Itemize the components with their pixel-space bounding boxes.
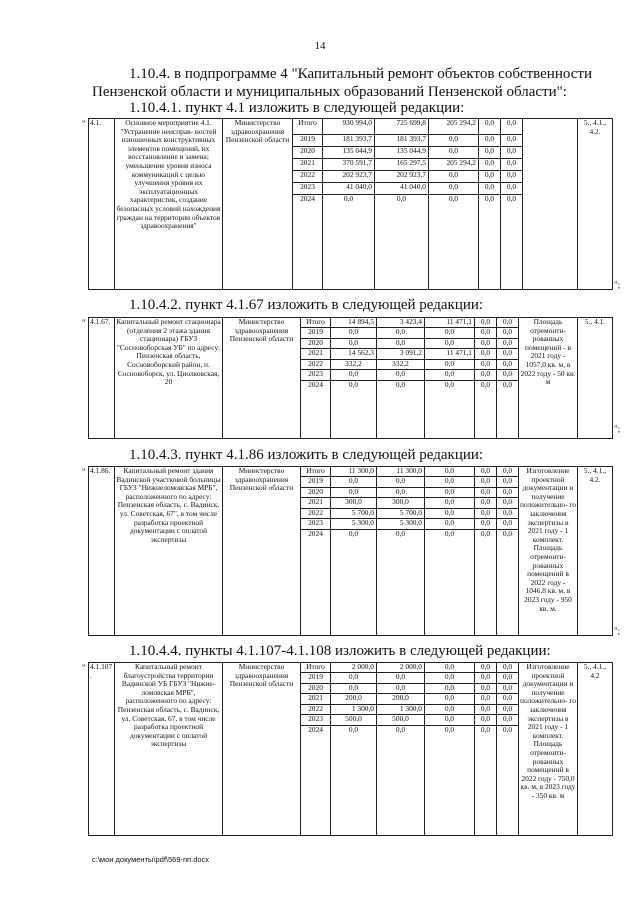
table-item-4-1-67 <box>88 317 613 439</box>
amount-federal: 0,0 <box>425 530 475 636</box>
amount-regional: 0,0 <box>377 370 425 381</box>
amount-other: 0,0 <box>501 119 523 135</box>
amount-regional: 3 423,4 <box>377 318 425 328</box>
year-cell: 2024 <box>301 381 331 439</box>
amount-federal: 0,0 <box>429 135 479 147</box>
amount-local: 0,0 <box>475 370 497 381</box>
amount-total: 200,0 <box>331 694 377 705</box>
amount-total: 202 923,7 <box>323 171 375 183</box>
amount-federal: 0,0 <box>429 183 479 195</box>
amount-total: 0,0 <box>331 328 377 339</box>
amount-local: 0,0 <box>475 318 497 328</box>
amount-local: 0,0 <box>475 359 497 370</box>
amount-local: 0,0 <box>475 663 497 673</box>
amount-other: 0,0 <box>497 328 519 339</box>
row-number: 4.1. <box>89 119 115 290</box>
amount-total: 14 562,3 <box>331 349 377 360</box>
amount-total: 0,0 <box>323 195 375 290</box>
amount-regional: 0,0 <box>377 328 425 339</box>
year-cell: 2024 <box>301 530 331 636</box>
expected-result: Изготовление проектной документации и получение положительно- го заключения экспертизы в 2021 году - 1 комплект. Площадь отремонти- рованных помещений в 2022 году - 1046,8 кв. м, в 2023 году - 950 кв. м. <box>519 467 578 636</box>
amount-federal: 0,0 <box>425 477 475 488</box>
year-cell: 2024 <box>293 195 323 290</box>
year-cell: 2019 <box>301 477 331 488</box>
heading-items-4-1-107-108: 1.10.4.4. пункты 4.1.107-4.1.108 изложить в следующей редакции: <box>129 643 551 659</box>
heading-item-4-1-86: 1.10.4.3. пункт 4.1.86 изложить в следующей редакции: <box>129 447 484 463</box>
amount-regional: 0,0 <box>377 726 425 836</box>
amount-federal: 0,0 <box>425 381 475 439</box>
amount-regional: 1 300,0 <box>377 704 425 715</box>
row-number: 4.1.107 . <box>89 663 115 836</box>
year-cell: 2021 <box>301 349 331 360</box>
amount-regional: 0,0 <box>377 530 425 636</box>
quote-open: " <box>82 318 86 328</box>
heading-subprogram-line1: 1.10.4. в подпрограмме 4 "Капитальный ремонт объектов собственности <box>129 66 592 82</box>
amount-federal: 0,0 <box>429 147 479 159</box>
year-cell: Итого <box>301 467 331 477</box>
year-cell: 2023 <box>301 370 331 381</box>
amount-other: 0,0 <box>497 715 519 726</box>
amount-total: 0,0 <box>331 673 377 684</box>
amount-regional: 0,0 <box>377 487 425 498</box>
heading-item-4-1-67: 1.10.4.2. пункт 4.1.67 изложить в следующей редакции: <box>129 297 484 313</box>
amount-federal: 205 294,2 <box>429 159 479 171</box>
indicator-link: 5., 4.1., 4.2 <box>578 663 613 836</box>
amount-local: 0,0 <box>479 183 501 195</box>
amount-regional: 0,0 <box>375 195 429 290</box>
measure-description: Капитальный ремонт благоустройства территории Вадинской УБ ГБУЗ "Нижне- ломовская МРБ", расположенного по адресу: Пензенская область, с. Вадинск, ул. Советская, 67, в том числе разработка проектной документации с оплатой экспертизы <box>115 663 223 836</box>
amount-other: 0,0 <box>497 694 519 705</box>
amount-other: 0,0 <box>497 381 519 439</box>
amount-local: 0,0 <box>479 171 501 183</box>
amount-other: 0,0 <box>497 519 519 530</box>
year-cell: Итого <box>301 663 331 673</box>
amount-total: 0,0 <box>331 726 377 836</box>
amount-federal: 0,0 <box>425 338 475 349</box>
year-cell: Итого <box>301 318 331 328</box>
amount-total: 500,0 <box>331 715 377 726</box>
amount-total: 930 994,0 <box>323 119 375 135</box>
year-cell: 2024 <box>301 726 331 836</box>
amount-federal: 11 471,1 <box>425 318 475 328</box>
amount-local: 0,0 <box>475 349 497 360</box>
year-cell: 2023 <box>301 519 331 530</box>
executor: Министерство здравоохранения Пензенской области <box>223 467 301 636</box>
amount-regional: 332,2 <box>377 359 425 370</box>
amount-regional: 5 300,0 <box>377 519 425 530</box>
amount-local: 0,0 <box>475 715 497 726</box>
amount-regional: 202 923,7 <box>375 171 429 183</box>
amount-local: 0,0 <box>475 530 497 636</box>
amount-other: 0,0 <box>497 683 519 694</box>
amount-federal: 0,0 <box>425 519 475 530</box>
amount-federal: 0,0 <box>425 673 475 684</box>
year-cell: 2022 <box>301 704 331 715</box>
amount-federal: 0,0 <box>425 359 475 370</box>
year-cell: 2023 <box>293 183 323 195</box>
amount-total: 0,0 <box>331 487 377 498</box>
year-cell: 2019 <box>293 135 323 147</box>
expected-result <box>523 119 578 290</box>
amount-federal: 0,0 <box>429 195 479 290</box>
year-cell: 2020 <box>301 487 331 498</box>
amount-local: 0,0 <box>475 381 497 439</box>
year-cell: 2020 <box>293 147 323 159</box>
heading-subprogram-line2: Пензенской области и муниципальных образований Пензенской области": <box>92 84 567 100</box>
amount-other: 0,0 <box>497 726 519 836</box>
indicator-link: 5., 4.1. <box>578 318 613 439</box>
amount-other: 0,0 <box>497 530 519 636</box>
amount-other: 0,0 <box>497 359 519 370</box>
amount-local: 0,0 <box>475 467 497 477</box>
amount-federal: 0,0 <box>425 328 475 339</box>
year-cell: 2023 <box>301 715 331 726</box>
measure-description: Капитальный ремонт здания Вадинской участковой больницы ГБУЗ "Нижнеломовская МРБ", расположенного по адресу: Пензенская область, с. Вадинск, ул. Советская, 67", в том числе разработка проектной документации с оплатой экспертизы <box>115 467 223 636</box>
amount-local: 0,0 <box>475 508 497 519</box>
measure-description: Капитальный ремонт стационара (отделения 2 этажа здания стационара) ГБУЗ "Сосновоборская УБ" по адресу: Пензенская область, Сосновоборский район, п. Сосновоборск, ул. Циолковская, 20 <box>115 318 223 439</box>
amount-regional: 0,0 <box>377 683 425 694</box>
amount-local: 0,0 <box>475 704 497 715</box>
table-item-4-1-107 <box>88 662 613 836</box>
executor: Министерство здравоохранения Пензенской области <box>223 119 293 290</box>
year-cell: 2019 <box>301 328 331 339</box>
year-cell: 2020 <box>301 338 331 349</box>
amount-federal: 0,0 <box>425 370 475 381</box>
amount-other: 0,0 <box>497 498 519 509</box>
executor: Министерство здравоохранения Пензенской области <box>223 318 301 439</box>
amount-regional: 5 700,0 <box>377 508 425 519</box>
amount-federal: 0,0 <box>429 171 479 183</box>
amount-other: 0,0 <box>501 171 523 183</box>
amount-regional: 135 044,9 <box>375 147 429 159</box>
year-cell: 2022 <box>301 508 331 519</box>
year-cell: 2019 <box>301 673 331 684</box>
amount-local: 0,0 <box>479 195 501 290</box>
year-cell: 2021 <box>301 498 331 509</box>
amount-federal: 0,0 <box>425 694 475 705</box>
amount-regional: 11 300,0 <box>377 467 425 477</box>
year-cell: 2021 <box>301 694 331 705</box>
amount-total: 332,2 <box>331 359 377 370</box>
amount-other: 0,0 <box>497 318 519 328</box>
amount-other: 0,0 <box>497 487 519 498</box>
indicator-link: 5., 4.1., 4.2. <box>578 119 613 290</box>
quote-open: " <box>82 663 86 673</box>
amount-total: 181 393,7 <box>323 135 375 147</box>
amount-regional: 181 393,7 <box>375 135 429 147</box>
amount-other: 0,0 <box>497 338 519 349</box>
amount-federal: 0,0 <box>425 715 475 726</box>
amount-total: 0,0 <box>331 683 377 694</box>
amount-regional: 500,0 <box>377 715 425 726</box>
amount-other: 0,0 <box>501 135 523 147</box>
amount-total: 2 000,0 <box>331 663 377 673</box>
row-number: 4.1.67. <box>89 318 115 439</box>
amount-local: 0,0 <box>479 147 501 159</box>
row-number: 4.1.86. <box>89 467 115 636</box>
amount-local: 0,0 <box>475 498 497 509</box>
amount-total: 135 044,9 <box>323 147 375 159</box>
amount-other: 0,0 <box>497 370 519 381</box>
table-item-4-1-86 <box>88 466 613 636</box>
year-cell: Итого <box>293 119 323 135</box>
amount-federal: 0,0 <box>425 487 475 498</box>
amount-other: 0,0 <box>497 508 519 519</box>
amount-total: 300,0 <box>331 498 377 509</box>
amount-local: 0,0 <box>479 159 501 171</box>
page-number: 14 <box>314 40 326 52</box>
amount-total: 0,0 <box>331 381 377 439</box>
amount-regional: 300,0 <box>377 498 425 509</box>
amount-total: 0,0 <box>331 338 377 349</box>
executor: Министерство здравоохранения Пензенской области <box>223 663 301 836</box>
amount-other: 0,0 <box>497 673 519 684</box>
amount-regional: 165 297,5 <box>375 159 429 171</box>
amount-other: 0,0 <box>497 663 519 673</box>
amount-total: 11 300,0 <box>331 467 377 477</box>
amount-regional: 41 040,0 <box>375 183 429 195</box>
expected-result: Площадь отремонти- рованных помещений - в 2021 году - 1057,0 кв. м, в 2022 году - 50 кв. м <box>519 318 578 439</box>
amount-regional: 0,0 <box>377 477 425 488</box>
indicator-link: 5., 4.1., 4.2. <box>578 467 613 636</box>
amount-other: 0,0 <box>501 147 523 159</box>
measure-description: Основное мероприятие 4.1. "Устранение неисправ- ностей изношенных конструктивных элементов помещений, их восстановление и замена; уменьшение уровня износа коммуникаций с целью улучшения уровня их эксплуатационных характеристик, создание безопасных условий нахождения граждан на территории объектов здравоохранения" <box>115 119 223 290</box>
quote-close: "; <box>614 424 621 434</box>
amount-local: 0,0 <box>475 694 497 705</box>
amount-total: 0,0 <box>331 477 377 488</box>
amount-federal: 0,0 <box>425 683 475 694</box>
amount-other: 0,0 <box>501 195 523 290</box>
amount-federal: 0,0 <box>425 498 475 509</box>
amount-federal: 0,0 <box>425 704 475 715</box>
amount-other: 0,0 <box>497 349 519 360</box>
amount-local: 0,0 <box>475 673 497 684</box>
amount-local: 0,0 <box>479 135 501 147</box>
amount-federal: 205 294,2 <box>429 119 479 135</box>
amount-total: 14 894,5 <box>331 318 377 328</box>
amount-regional: 200,0 <box>377 694 425 705</box>
quote-open: " <box>82 119 86 129</box>
year-cell: 2020 <box>301 683 331 694</box>
year-cell: 2022 <box>301 359 331 370</box>
amount-other: 0,0 <box>501 183 523 195</box>
amount-total: 5 300,0 <box>331 519 377 530</box>
amount-federal: 0,0 <box>425 663 475 673</box>
amount-other: 0,0 <box>497 477 519 488</box>
year-cell: 2021 <box>293 159 323 171</box>
amount-local: 0,0 <box>475 338 497 349</box>
amount-regional: 0,0 <box>377 673 425 684</box>
amount-federal: 11 471,1 <box>425 349 475 360</box>
amount-total: 1 300,0 <box>331 704 377 715</box>
amount-total: 0,0 <box>331 370 377 381</box>
table-item-4-1 <box>88 118 613 290</box>
amount-other: 0,0 <box>497 704 519 715</box>
amount-regional: 3 091,2 <box>377 349 425 360</box>
amount-federal: 0,0 <box>425 508 475 519</box>
amount-federal: 0,0 <box>425 467 475 477</box>
heading-item-4-1: 1.10.4.1. пункт 4.1 изложить в следующей редакции: <box>129 100 465 116</box>
year-cell: 2022 <box>293 171 323 183</box>
amount-local: 0,0 <box>475 328 497 339</box>
amount-total: 5 700,0 <box>331 508 377 519</box>
amount-local: 0,0 <box>475 477 497 488</box>
amount-local: 0,0 <box>475 683 497 694</box>
amount-other: 0,0 <box>501 159 523 171</box>
quote-open: " <box>82 467 86 477</box>
amount-regional: 0,0 <box>377 338 425 349</box>
amount-local: 0,0 <box>475 726 497 836</box>
amount-total: 370 591,7 <box>323 159 375 171</box>
amount-other: 0,0 <box>497 467 519 477</box>
amount-total: 41 040,0 <box>323 183 375 195</box>
amount-total: 0,0 <box>331 530 377 636</box>
amount-federal: 0,0 <box>425 726 475 836</box>
quote-close: "; <box>614 280 621 290</box>
amount-regional: 0,0 <box>377 381 425 439</box>
expected-result: Изготовление проектной документации и получение положительно- го заключения экспертизы в 2021 году - 1 комплект. Площадь отремонти- рованных помещений в 2022 году - 750,0 кв. м, в 2023 году - 350 кв. м <box>519 663 578 836</box>
amount-regional: 725 699,8 <box>375 119 429 135</box>
amount-regional: 2 000,0 <box>377 663 425 673</box>
amount-local: 0,0 <box>475 487 497 498</box>
quote-close: "; <box>614 626 621 636</box>
amount-local: 0,0 <box>479 119 501 135</box>
footer-file-path: c:\мои документы\pdf\569-пп.docx <box>92 855 210 864</box>
amount-local: 0,0 <box>475 519 497 530</box>
